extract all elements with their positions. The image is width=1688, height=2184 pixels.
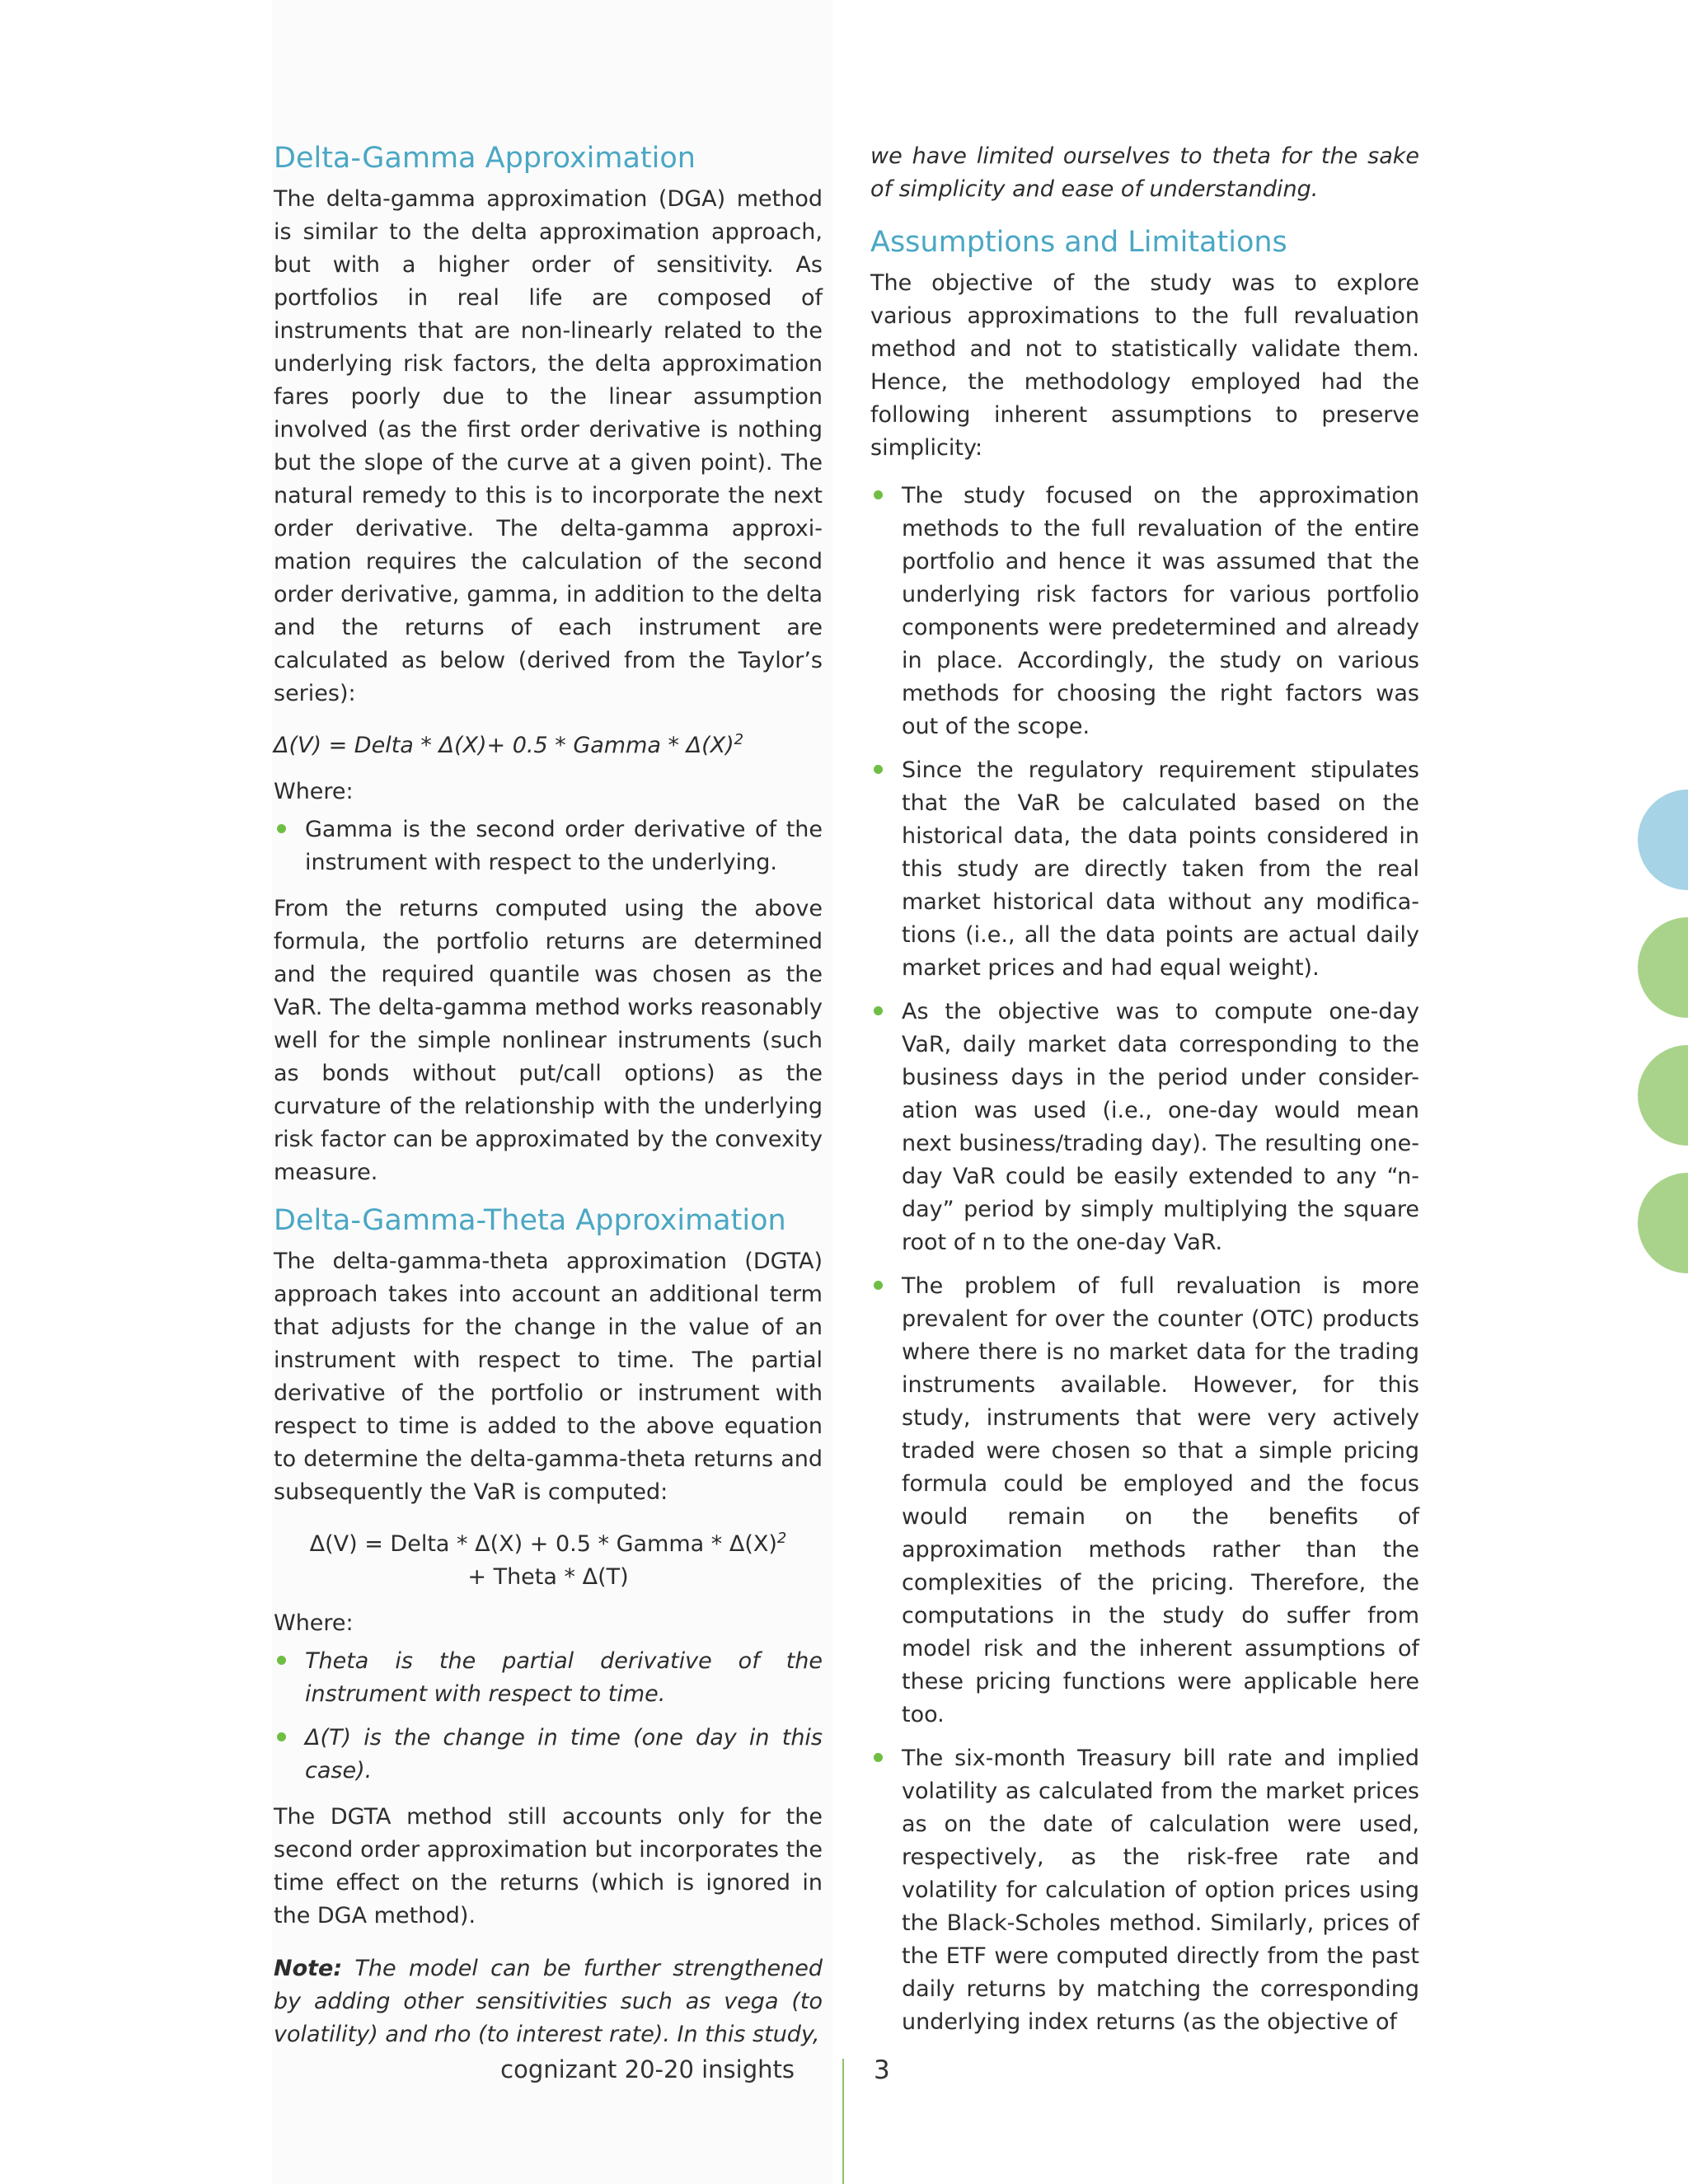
list-item-text: Gamma is the second order derivative of the instrument with respect to the underlying. (305, 817, 823, 875)
list-item (274, 1722, 823, 1788)
bullet-icon (277, 1656, 286, 1665)
where-label: Where: (274, 1610, 354, 1636)
page-number: 3 (874, 2055, 890, 2085)
list-item (274, 1645, 823, 1711)
where-label: Where: (274, 779, 354, 804)
formula-line-1 (274, 1522, 823, 1561)
formula-line-2: + Theta * Δ(T) (467, 1564, 629, 1590)
paragraph-dgta-intro: The delta-gamma-theta approximation (DGTA) approach takes into account an additional term that adjusts for the change in the value of an instrument with respect to time. The partial derivative of the portfolio or instrument with respect to time is added to the above equation to determine the delta-gamma-theta returns and subsequently the VaR is computed: (274, 1249, 823, 1505)
decorative-circle-green (1638, 917, 1688, 1018)
list-item (274, 813, 823, 879)
decorative-circle-blue (1638, 790, 1688, 890)
note-continued: we have limited ourselves to theta for the sake of simplicity and ease of understanding. (870, 143, 1419, 202)
list-item-text: Δ(T) is the change in time (one day in this case). (305, 1725, 823, 1783)
footer-divider (842, 2059, 844, 2184)
section-heading-delta-gamma: Delta-Gamma Approximation (274, 142, 696, 175)
right-column (870, 140, 1419, 2052)
bullet-icon (277, 824, 286, 833)
note-text: The model can be further strengthened by adding other sensitivities such as vega (to volatility) and rho (to interest rate). In this study, (274, 1956, 823, 2047)
list-item-text: The problem of full revaluation is more prevalent for over the counter (OTC) products where there is no market data for the trading instruments available. However, for this study, instruments that were very actively traded were chosen so that a simple pricing formula could be employed and the focus would remain on the benefits of approximation methods rather than the complexities of the pricing. Therefore, the computations in the study do suffer from model risk and the inherent assumptions of these pricing functions were applicable here too. (902, 1273, 1419, 1727)
formula-delta-gamma-main: Δ(V) = Delta * Δ(X)+ 0.5 * Gamma * Δ(X) (274, 733, 734, 758)
paragraph-dga-result: From the returns computed using the above formula, the portfolio returns are determined and the required quantile was chosen as the VaR. The delta-gamma method works reasonably well for the simple nonlinear instruments (such as bonds without put/call options) as the curvature of the relationship with the underlying risk factor can be approximated by the convexity measure. (274, 896, 823, 1185)
left-column (274, 140, 823, 2064)
paragraph-dgta-summary: The DGTA method still accounts only for the second order approximation but incorporates the time effect on the returns (which is ignored in the DGA method). (274, 1804, 823, 1929)
list-item-text: Since the regulatory requirement stipulates that the VaR be calculated based on the historical data, the data points considered in this study are directly taken from the real market historical data without any modifica-tions (i.e., all the data points are actual daily market prices and had equal weight). (902, 757, 1419, 981)
list-item (870, 1270, 1419, 1732)
bullet-icon (874, 1753, 883, 1762)
formula-line-1-exponent: 2 (776, 1530, 787, 1547)
decorative-circle-green (1638, 1045, 1688, 1146)
bullet-icon (277, 1732, 286, 1741)
paragraph-dga-intro: The delta-gamma approximation (DGA) method is similar to the delta approximation approach, but with a higher order of sensitivity. As portfolios in real life are composed of instruments that are non-linearly related to the underlying risk factors, the delta approximation fares poorly due to the linear assumption involved (as the first order derivative is nothing but the slope of the curve at a given point). The natural remedy to this is to incorporate the next order derivative. The delta-gamma approxi-mation requires the calculation of the second order derivative, gamma, in addition to the delta and the returns of each instrument are calculated as below (derived from the Taylor’s series): (274, 186, 823, 706)
section-heading-delta-gamma-theta: Delta-Gamma-Theta Approximation (274, 1204, 786, 1237)
decorative-circle-green (1638, 1173, 1688, 1273)
list-item (870, 480, 1419, 743)
gamma-definition-list (274, 813, 823, 879)
list-item (870, 996, 1419, 1259)
list-item (870, 754, 1419, 985)
theta-definition-list (274, 1645, 823, 1788)
list-item-text: Theta is the partial derivative of the instrument with respect to time. (305, 1648, 823, 1707)
bullet-icon (874, 1006, 883, 1015)
paragraph-assumptions-intro: The objective of the study was to explore various approximations to the full revaluation method and not to statistically validate them. Hence, the methodology employed had the following inherent assumptions to preserve simplicity: (870, 270, 1419, 461)
list-item-text: The six-month Treasury bill rate and implied volatility as calculated from the market prices as on the date of calculation were used, respectively, as the risk-free rate and volatility for calculation of option prices using the Black-Scholes method. Similarly, prices of the ETF were computed directly from the past daily returns by matching the corresponding underlying index returns (as the objective of (902, 1746, 1419, 2035)
formula-delta-gamma-theta (274, 1522, 823, 1594)
bullet-icon (874, 765, 883, 774)
note-paragraph (274, 1952, 823, 2051)
formula-line-1-text: Δ(V) = Delta * Δ(X) + 0.5 * Gamma * Δ(X) (309, 1531, 777, 1557)
note-label: Note: (274, 1956, 343, 1981)
list-item-text: The study focused on the approximation methods to the full revaluation of the entire portfolio and hence it was assumed that the underlying risk factors for various portfolio components were predetermined and already in place. Accordingly, the study on various methods for choosing the right factors was out of the scope. (902, 483, 1419, 739)
footer-publication-name: cognizant 20-20 insights (500, 2055, 795, 2083)
bullet-icon (874, 490, 883, 499)
assumptions-list (870, 480, 1419, 2039)
section-heading-assumptions: Assumptions and Limitations (870, 226, 1287, 259)
formula-delta-gamma (274, 724, 823, 762)
formula-delta-gamma-exponent: 2 (734, 731, 744, 748)
bullet-icon (874, 1281, 883, 1290)
list-item (870, 1742, 1419, 2039)
list-item-text: As the objective was to compute one-day VaR, daily market data corresponding to the business days in the period under consider-ation was used (i.e., one-day would mean next business/trading day). The resulting one-day VaR could be easily extended to any “n-day” period by simply multiplying the square root of n to the one-day VaR. (902, 999, 1419, 1255)
